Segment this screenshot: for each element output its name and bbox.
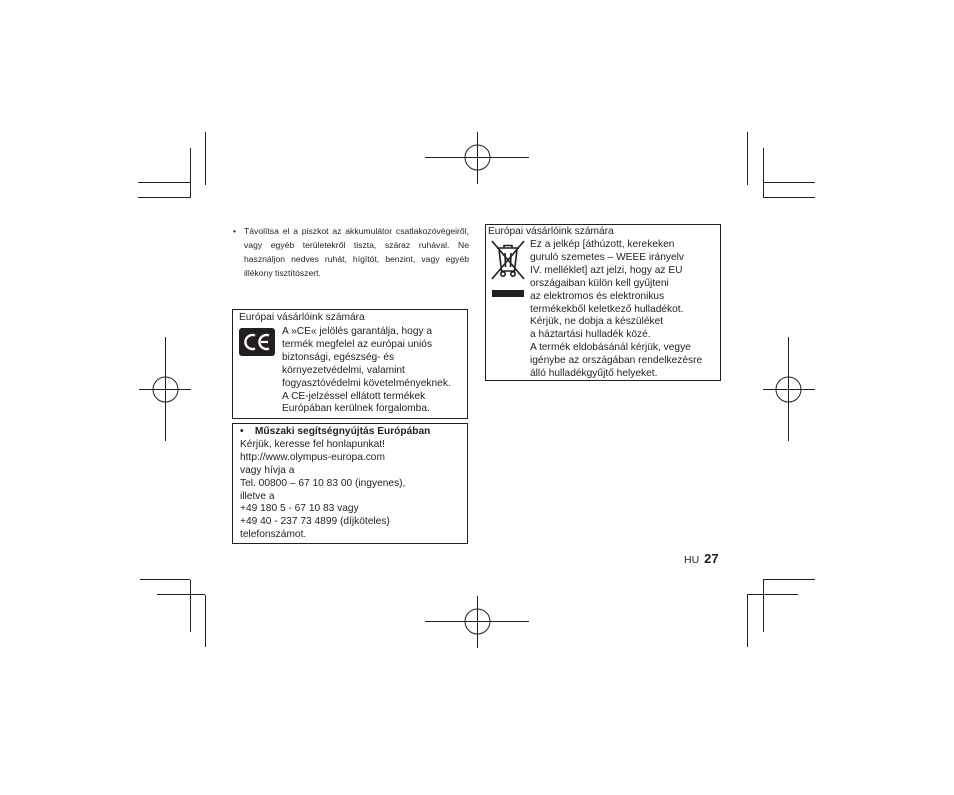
support-line: telefonszámot. xyxy=(240,529,307,541)
cleaning-note xyxy=(233,224,469,280)
weee-line: országaiban külön kell gyűjteni xyxy=(530,277,669,289)
weee-line: igénybe az országában rendelkezésre xyxy=(530,355,703,367)
registration-target-left xyxy=(139,337,191,441)
ce-mark-icon xyxy=(239,328,275,356)
weee-bar-icon xyxy=(492,290,524,297)
support-line: illetve a xyxy=(240,490,275,502)
support-phone: +49 40 - 237 73 4899 (díjköteles) xyxy=(240,516,390,528)
page-number: 27 xyxy=(704,551,719,566)
registration-target-top xyxy=(425,132,529,184)
support-line: vagy hívja a xyxy=(240,464,295,476)
crossed-out-wheelie-bin-icon xyxy=(489,239,527,281)
page-footer xyxy=(684,550,719,568)
weee-notice-body xyxy=(530,239,702,381)
ce-line: Európában kerülnek forgalomba. xyxy=(282,403,430,415)
cleaning-note-text: Távolítsa el a piszkot az akkumulátor csatlakozóvégeiről, vagy egyéb területekről tiszta, száraz ruhával. Ne használjon nedves ruhát, hígítót, benzint, vagy egyéb illékony tisztítószert. xyxy=(244,226,469,278)
support-heading-text: Műszaki segítségnyújtás Európában xyxy=(254,426,431,437)
ce-line: biztonsági, egészség- és xyxy=(282,351,395,363)
weee-line: termékekből keletkező hulladékot. xyxy=(530,303,684,315)
weee-line: guruló szemetes – WEEE irányelv xyxy=(530,251,685,263)
registration-target-right xyxy=(763,337,815,441)
weee-notice-box xyxy=(485,224,721,381)
support-heading xyxy=(240,426,467,439)
bullet: • xyxy=(233,226,237,236)
weee-line: álló hulladékgyűjtő helyeket. xyxy=(530,368,658,380)
technical-support-box xyxy=(232,423,468,544)
ce-line: fogyasztóvédelmi követelményeknek. xyxy=(282,377,451,389)
weee-line: Kérjük, ne dobja a készüléket xyxy=(530,316,664,328)
ce-notice-box xyxy=(232,309,468,419)
support-line: Kérjük, keresse fel honlapunkat! xyxy=(240,438,385,450)
ce-line: A CE-jelzéssel ellátott termékek xyxy=(282,390,426,402)
weee-line: Ez a jelkép [áthúzott, kerekeken xyxy=(530,239,675,250)
language-code: HU xyxy=(684,554,700,566)
ce-notice-body xyxy=(282,326,451,416)
weee-line: A termék eldobásánál kérjük, vegye xyxy=(530,342,691,354)
bullet: • xyxy=(240,426,244,437)
ce-line: termék megfelel az európai uniós xyxy=(282,338,433,350)
weee-notice-title: Európai vásárlóink számára xyxy=(488,226,614,237)
weee-line: az elektromos és elektronikus xyxy=(530,290,665,302)
registration-target-bottom xyxy=(425,596,529,648)
weee-line: a háztartási hulladék közé. xyxy=(530,329,651,341)
support-url: http://www.olympus-europa.com xyxy=(240,451,385,463)
weee-line: IV. melléklet] azt jelzi, hogy az EU xyxy=(530,264,683,276)
ce-notice-title: Európai vásárlóink számára xyxy=(239,312,365,323)
ce-line: környezetvédelmi, valamint xyxy=(282,364,405,376)
support-phone: Tel. 00800 – 67 10 83 00 (ingyenes), xyxy=(240,477,406,489)
support-phone: +49 180 5 - 67 10 83 vagy xyxy=(240,503,359,515)
ce-line: A »CE« jelölés garantálja, hogy a xyxy=(282,326,433,337)
